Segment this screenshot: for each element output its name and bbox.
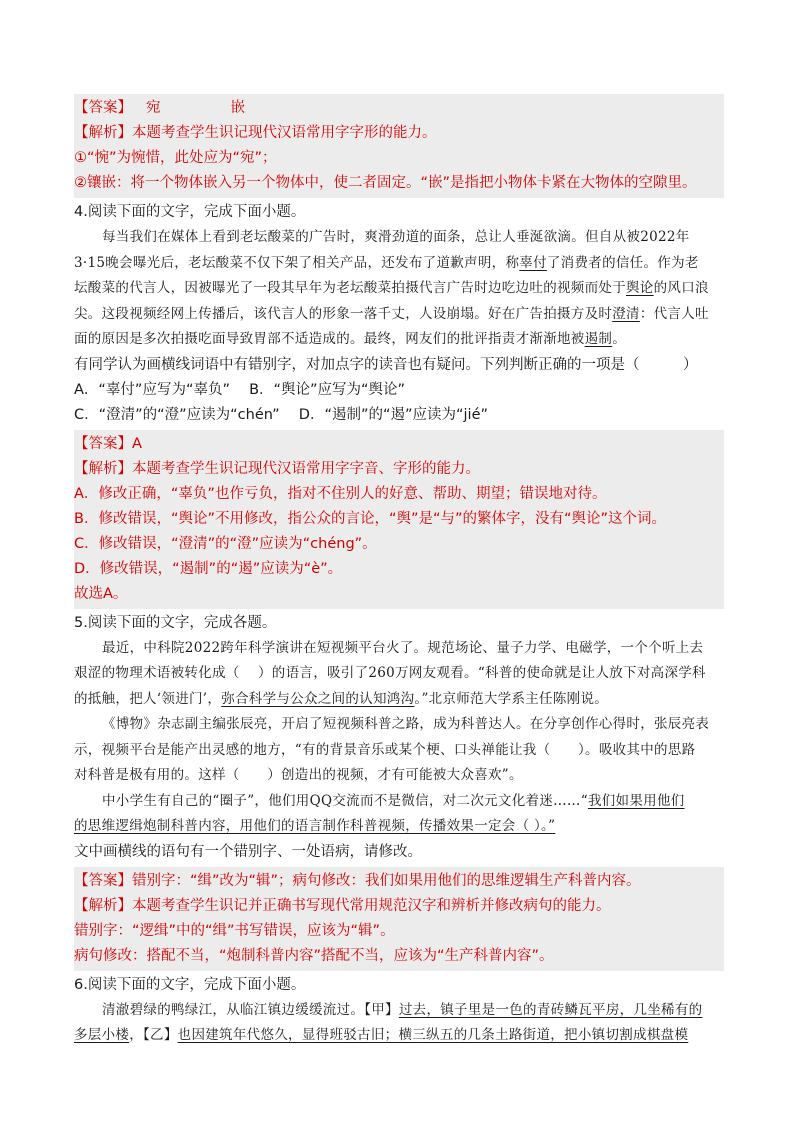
q6-passage-line: 多层小楼，【乙】也因建筑年代悠久，显得班驳古旧；横三纵五的几条土路街道，把小镇切割成棋盘模: [74, 1027, 689, 1043]
note-2: ②镶嵌：将一个物体嵌入另一个物体中，使二者固定。“嵌”是指把小物体卡紧在大物体的空隙里。: [74, 175, 697, 191]
q5-passage-line: 的抵触，把人‘领进门’，弥合科学与公众之间的认知鸿沟。”北京师范大学系主任陈刚说。: [74, 690, 609, 707]
underlined-sentence: 也因建筑年代悠久，显得班驳古旧；横三纵五的几条土路街道，把小镇切割成棋盘模: [177, 1027, 689, 1043]
answer-line: [74, 96, 724, 121]
conclusion: 故选A。: [74, 585, 128, 602]
q5-passage: [74, 636, 724, 840]
answer-line: [74, 432, 724, 457]
q4-options-cd: C．“澄清”的“澄”应读为“chén” D．“遏制”的“遏”应读为“jié”: [74, 406, 488, 423]
q5-passage-line: 对科普是极有用的。这样（ ）创造出的视频，才有可能被大众喜欢”。: [74, 767, 523, 783]
q4-passage-line: 坛酸菜的代言人，因被曝光了一段其早年为老坛酸菜拍摄代言广告时边吃边吐的视频而处于舆论的风口浪: [74, 280, 709, 296]
answer-label: 【答案】: [74, 100, 132, 116]
analysis-line: [74, 894, 724, 919]
analysis-option-a: A．修改正确，“辜负”也作亏负，指对不住别人的好意、帮助、期望；错误地对待。: [74, 485, 607, 502]
analysis-sentence: 病句修改：搭配不当，“炮制科普内容”搭配不当，应该为“生产科普内容”。: [74, 947, 554, 964]
analysis-option-d: D．修改错误，“遏制”的“遏”应读为“è”。: [74, 560, 343, 577]
q5-passage-line: [74, 814, 724, 840]
analysis-text: 本题考查学生识记现代汉语常用字字音、字形的能力。: [132, 460, 480, 477]
analysis-typo: 错别字：“逻缉”中的“缉”书写错误，应该为“辑”。: [74, 922, 395, 939]
q5-answer-box: [74, 867, 724, 971]
q4-answer-box: [74, 430, 724, 609]
answer-value: A: [132, 435, 142, 452]
q3-answer-box: [74, 94, 724, 198]
analysis-text: 本题考查学生识记并正确书写现代常用规范汉字和辨析并修改病句的能力。: [132, 897, 611, 914]
analysis-text: 本题考查学生识记现代汉语常用字字形的能力。: [132, 125, 437, 141]
q6-title: 6.阅读下面的文字，完成下面小题。: [74, 976, 306, 993]
q4-passage-line: 3·15晚会曝光后，老坛酸菜不仅下架了相关产品，还发布了道歉声明，称辜付了消费者的信任。作为老: [74, 254, 699, 271]
underlined-word: 舆论: [626, 280, 654, 296]
analysis-option-b: B．修改错误，“舆论”不用修改，指公众的言论，“舆”是“与”的繁体字，没有“舆论”这个词。: [74, 510, 667, 527]
underlined-word: 遏制: [584, 331, 613, 347]
answer-label: 【答案】: [74, 872, 132, 889]
underlined-sentence: 我们如果用他们: [587, 792, 685, 809]
answer-label: 【答案】: [74, 435, 132, 452]
analysis-label: 【解析】: [74, 897, 132, 914]
q5-passage-line: 中小学生有自己的“圈子”，他们用QQ交流而不是微信，对二次元文化着迷……“我们如果用他们: [102, 792, 685, 809]
q4-question: 有同学认为画横线词语中有错别字，对加点字的读音也有疑问。下列判断正确的一项是（ ）: [74, 356, 698, 373]
underlined-sentence: 的思维逻缉炮制科普内容，用他们的语言制作科普视频，传播效果一定会（ ）。”: [74, 818, 556, 834]
answer-2: 嵌: [230, 100, 245, 116]
q5-passage-line: 最近，中科院2022跨年科学演讲在短视频平台火了。规范场论、量子力学、电磁学，一个个听上去: [102, 639, 704, 656]
q6-passage: [74, 998, 724, 1049]
q4-passage-line: 每当我们在媒体上看到老坛酸菜的广告时，爽滑劲道的面条，总让人垂涎欲滴。但自从被2022年: [102, 229, 690, 245]
analysis-label: 【解析】: [74, 125, 132, 141]
page-content: [74, 92, 724, 1049]
underlined-word: 澄清: [612, 305, 640, 322]
underlined-sentence: 多层小楼: [74, 1027, 130, 1043]
underlined-sentence: 过去，镇子里是一色的青砖鳞瓦平房，几坐稀有的: [398, 1001, 703, 1018]
analysis-label: 【解析】: [74, 460, 132, 477]
analysis-line: [74, 121, 724, 146]
q4-passage: [74, 225, 724, 353]
q5-question: 文中画横线的语句有一个错别字、一处语病，请修改。: [74, 843, 422, 860]
q5-title: 5.阅读下面的文字，完成各题。: [74, 614, 277, 631]
q5-passage-line: 《博物》杂志副主编张辰亮，开启了短视频科普之路，成为科普达人。在分享创作心得时，张辰亮表: [102, 716, 710, 732]
analysis-line: [74, 457, 724, 482]
q5-passage-line: 示，视频平台是能产出灵感的地方，“有的背景音乐或某个梗、口头禅能让我（ ）。吸收其中的思路: [74, 741, 696, 758]
q5-passage-line: 艰涩的物理术语被转化成（ ）的语言，吸引了260万网友观看。“科普的使命就是让人放下对高深学科: [74, 665, 706, 681]
analysis-option-c: C．修改错误，“澄清”的“澄”应读为“chéng”。: [74, 535, 377, 552]
q4-passage-line: 尖。这段视频经网上传播后，该代言人的形象一落千丈，人设崩塌。好在广告拍摄方及时澄清：代言人吐: [74, 305, 709, 322]
q4-passage-line: 面的原因是多次拍摄吃面导致胃部不适造成的。最终，网友们的批评指责才渐渐地被遏制。: [74, 331, 627, 347]
answer-value: 错别字：“缉”改为“辑”；病句修改：我们如果用他们的思维逻辑生产科普内容。: [132, 872, 641, 889]
underlined-phrase: 弥合科学与公众之间的认知鸿沟: [221, 690, 415, 707]
q4-options-ab: A．“辜付”应写为“辜负” B．“舆论”应写为“舆论”: [74, 381, 406, 398]
underlined-word: 辜付: [519, 254, 547, 271]
answer-1: 宛: [146, 100, 161, 116]
q6-passage-line: 清澈碧绿的鸭绿江，从临江镇边缓缓流过。【甲】过去，镇子里是一色的青砖鳞瓦平房，几坐稀有的: [102, 1001, 703, 1018]
note-1: ①“惋”为惋惜，此处应为“宛”；: [74, 150, 277, 166]
answer-line: [74, 869, 724, 894]
q4-title: 4.阅读下面的文字，完成下面小题。: [74, 204, 306, 220]
